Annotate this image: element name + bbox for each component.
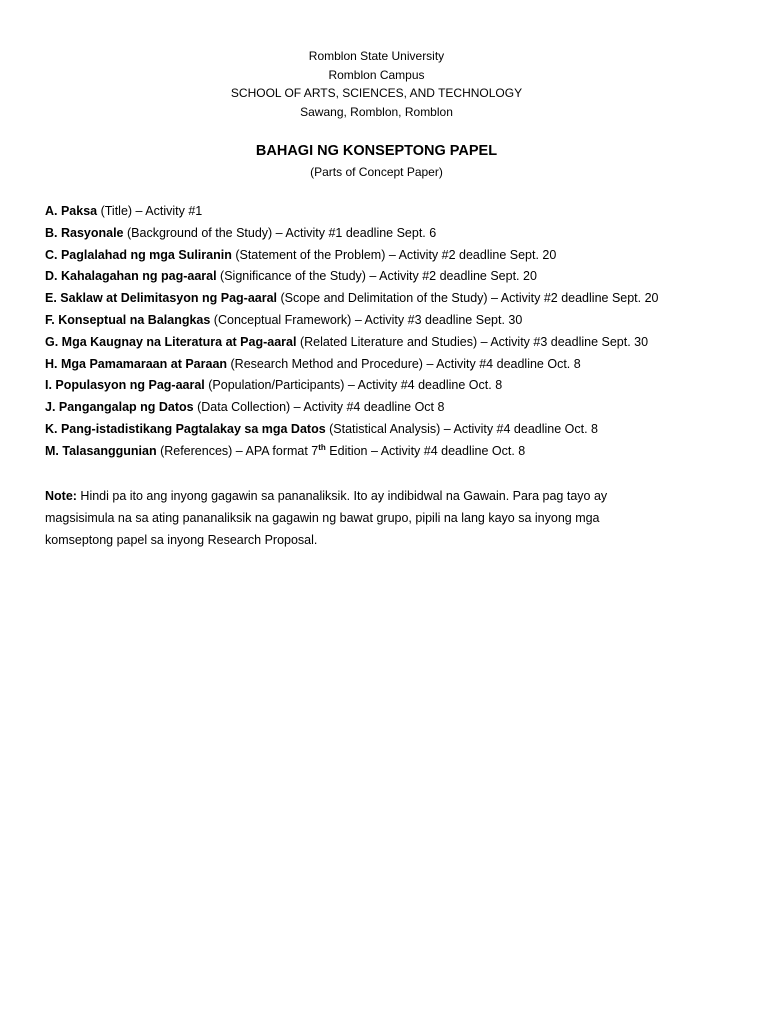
- note-text: Hindi pa ito ang inyong gagawin sa pananaliksik. Ito ay indibidwal na Gawain. Para pag tayo ay magsisimula na sa ating pananaliksik na gagawin ng bawat grupo, pipili na lang kayo sa inyong mga komseptong papel sa inyong Research Proposal.: [45, 488, 608, 547]
- part-description: (Statistical Analysis) – Activity #4 deadline Oct. 8: [325, 421, 599, 436]
- school-name: SCHOOL OF ARTS, SCIENCES, AND TECHNOLOGY: [230, 86, 523, 100]
- parts-list: [45, 201, 708, 463]
- part-term: H. Mga Pamamaraan at Paraan: [45, 356, 228, 371]
- part-term: C. Paglalahad ng mga Suliranin: [45, 247, 232, 262]
- part-term: M. Talasanggunian: [45, 443, 157, 458]
- part-term: E. Saklaw at Delimitasyon ng Pag-aaral: [45, 291, 278, 306]
- part-item-m: [45, 441, 708, 463]
- part-item-k: [45, 419, 708, 441]
- part-item-h: [45, 354, 708, 376]
- campus-name: Romblon Campus: [328, 67, 425, 82]
- part-description: (Related Literature and Studies) – Activity #3 deadline Sept. 30: [296, 334, 649, 349]
- part-item-g: [45, 332, 708, 354]
- part-description: (Statement of the Problem) – Activity #2 deadline Sept. 20: [231, 247, 557, 262]
- part-item-a: [45, 201, 708, 223]
- part-item-i: [45, 375, 708, 397]
- part-item-j: [45, 397, 708, 419]
- part-description-end: Edition – Activity #4 deadline Oct. 8: [325, 443, 526, 458]
- part-description: (References) – APA format 7: [156, 443, 319, 458]
- part-term: I. Populasyon ng Pag-aaral: [45, 378, 205, 393]
- part-term: J. Pangangalap ng Datos: [45, 400, 194, 415]
- part-description: (Research Method and Procedure) – Activity #4 deadline Oct. 8: [227, 356, 581, 371]
- part-term: F. Konseptual na Balangkas: [45, 312, 211, 327]
- part-description: (Background of the Study) – Activity #1 deadline Sept. 6: [123, 225, 437, 240]
- part-term: A. Paksa: [45, 204, 98, 218]
- document-header: [45, 47, 708, 121]
- part-item-c: [45, 245, 708, 267]
- part-term: D. Kahalagahan ng pag-aaral: [45, 269, 217, 284]
- school-address: Sawang, Romblon, Romblon: [300, 104, 453, 119]
- part-description: (Scope and Delimitation of the Study) – Activity #2 deadline Sept. 20: [277, 291, 659, 306]
- part-description: (Data Collection) – Activity #4 deadline Oct 8: [193, 400, 445, 415]
- part-item-e: [45, 288, 708, 310]
- part-description: (Title) – Activity #1: [97, 204, 203, 218]
- part-term: B. Rasyonale: [45, 225, 124, 240]
- university-name: Romblon State University: [308, 49, 445, 63]
- part-term: K. Pang-istadistikang Pagtalakay sa mga Datos: [45, 421, 326, 436]
- part-item-d: [45, 266, 708, 288]
- part-description: (Conceptual Framework) – Activity #3 deadline Sept. 30: [210, 312, 523, 327]
- part-term: G. Mga Kaugnay na Literatura at Pag-aaral: [45, 334, 297, 349]
- note-label: Note:: [45, 488, 77, 503]
- part-description: (Population/Participants) – Activity #4 deadline Oct. 8: [204, 378, 503, 393]
- document-subtitle: (Parts of Concept Paper): [310, 165, 443, 179]
- part-item-b: [45, 223, 708, 245]
- part-item-f: [45, 310, 708, 332]
- ordinal-superscript: th: [318, 442, 326, 452]
- part-description: (Significance of the Study) – Activity #2 deadline Sept. 20: [216, 269, 537, 284]
- document-title: BAHAGI NG KONSEPTONG PAPEL: [255, 143, 498, 159]
- note-paragraph: [45, 485, 665, 551]
